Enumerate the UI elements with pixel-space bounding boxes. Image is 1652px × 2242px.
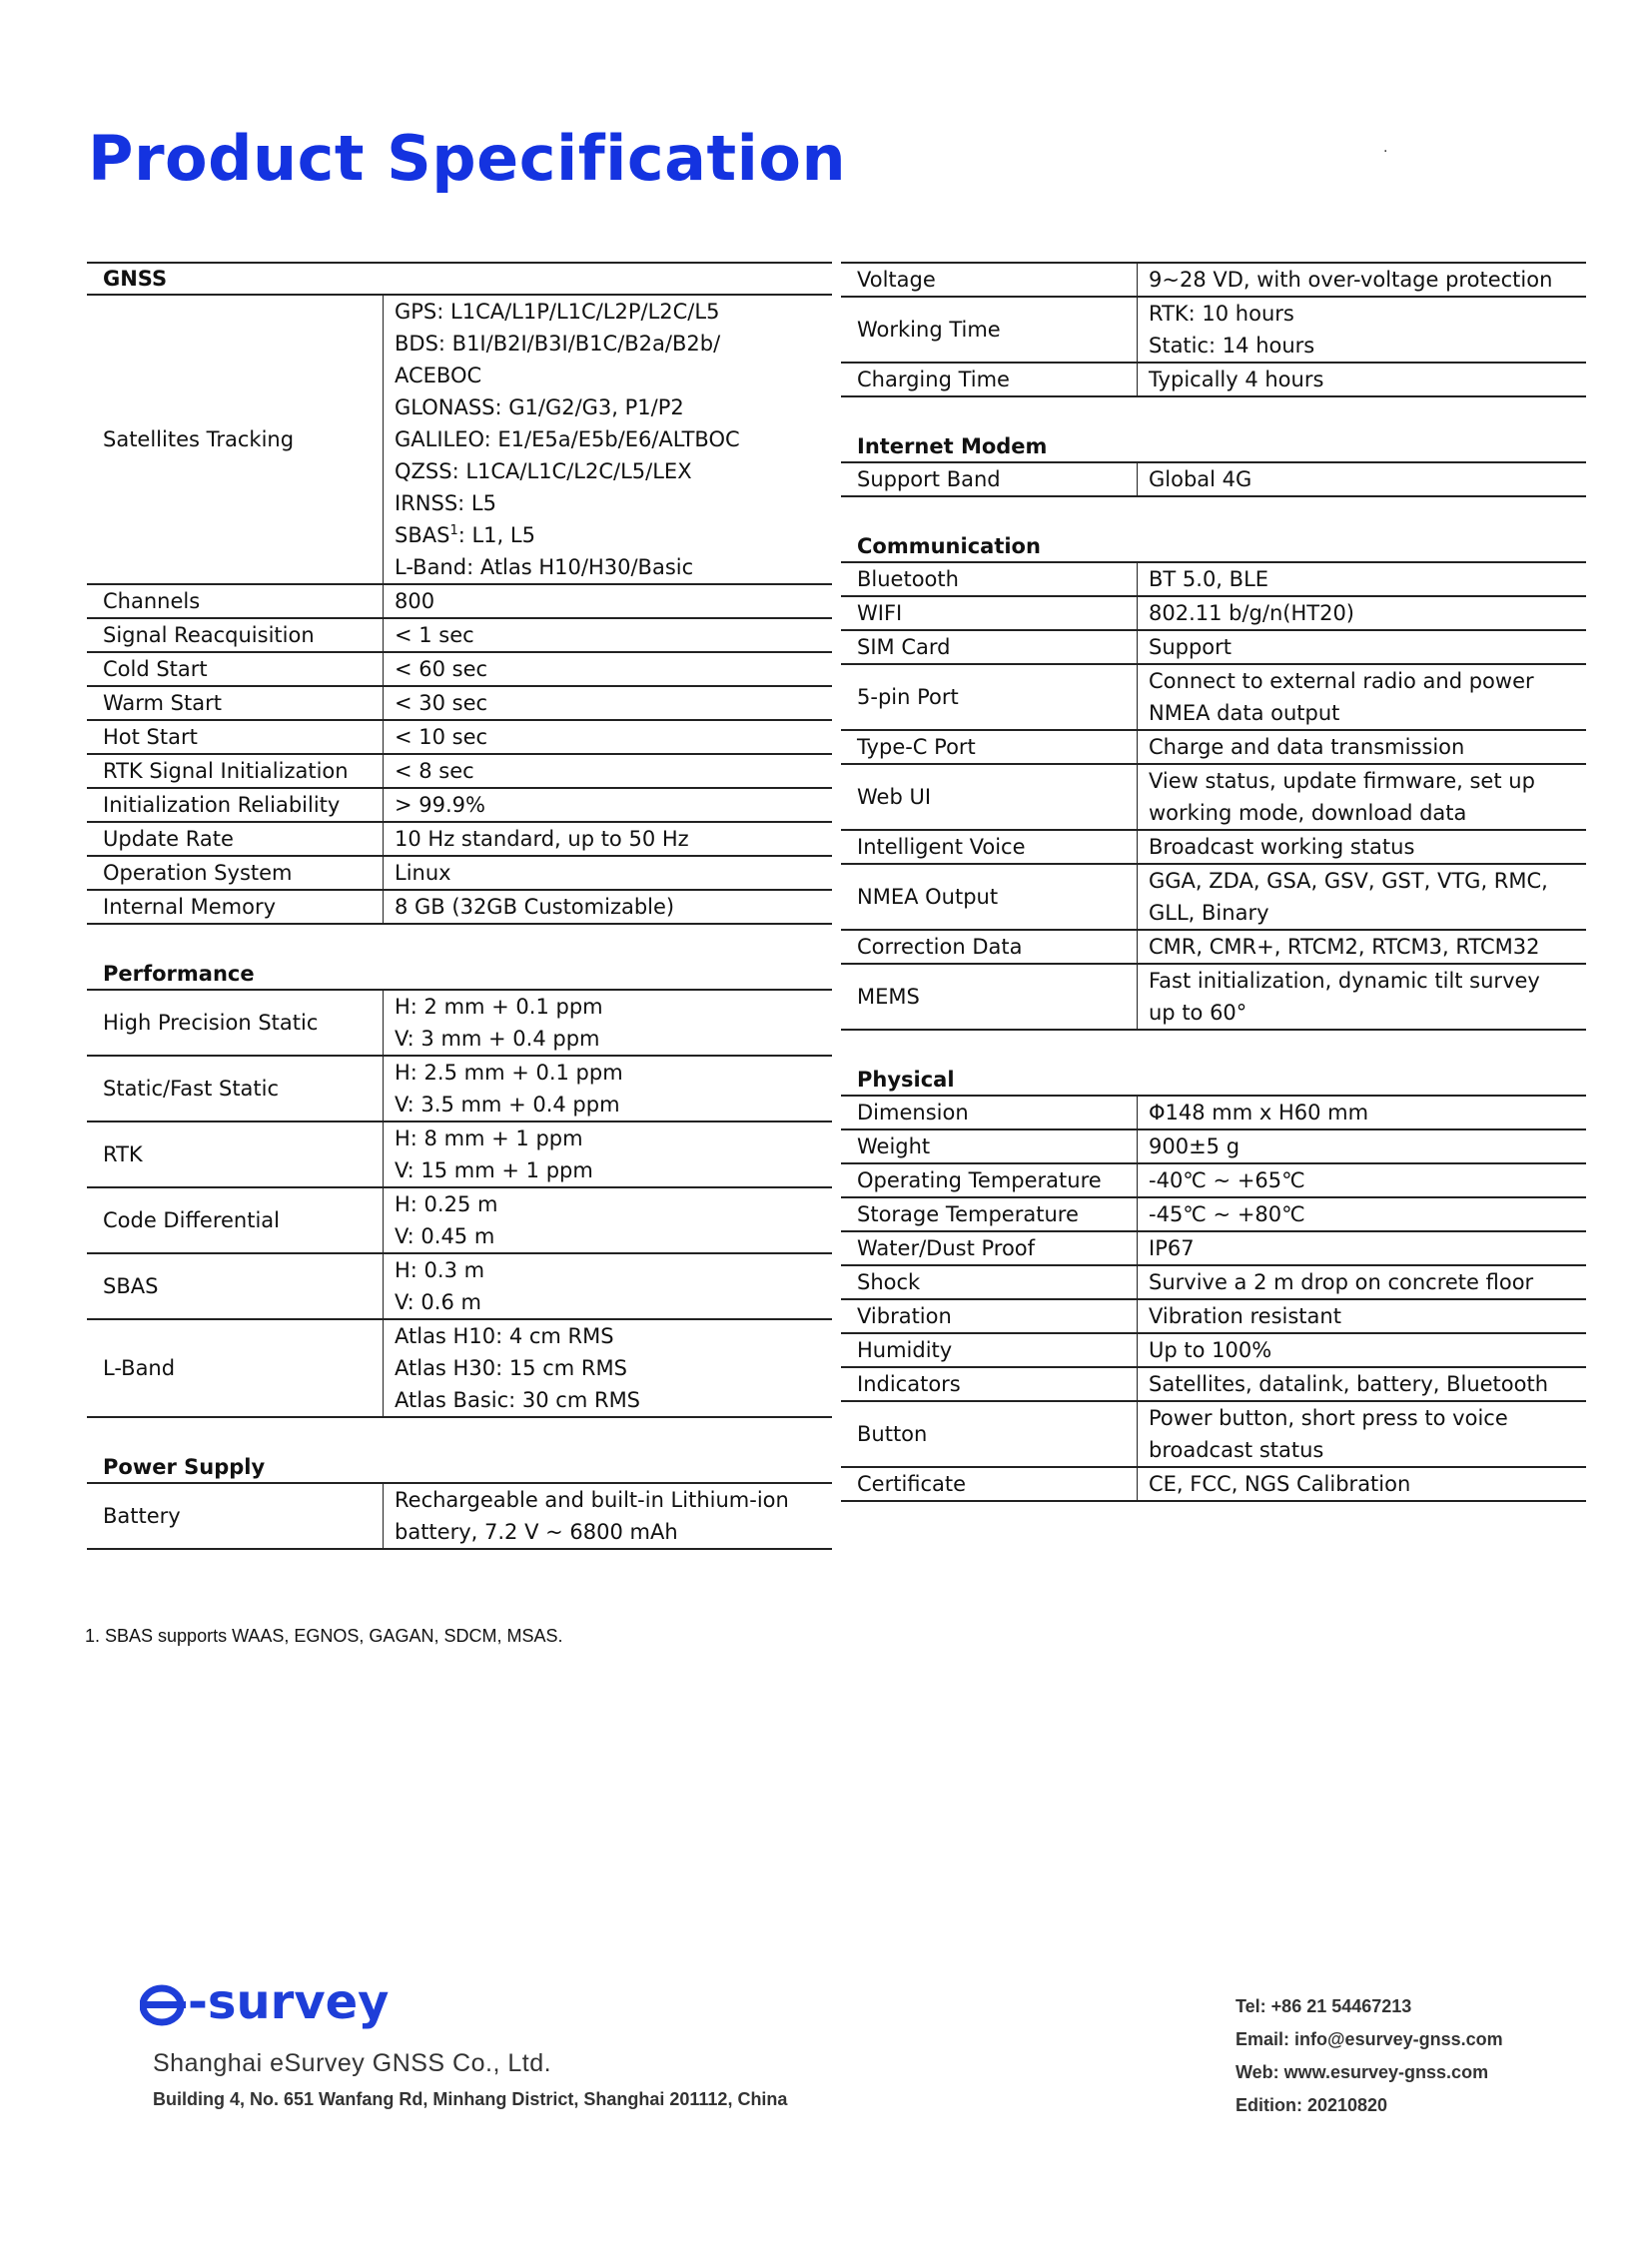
spec-label: Weight [841, 1130, 1138, 1162]
spec-value-line: Support [1149, 635, 1233, 659]
spec-value-line: Rechargeable and built-in Lithium-ion [395, 1488, 789, 1512]
spec-value [1138, 831, 1586, 863]
contact-email: Email: info@esurvey-gnss.com [1236, 2029, 1503, 2049]
section-heading-gnss: GNSS [87, 262, 832, 296]
spec-row [841, 1300, 1586, 1334]
spec-value-line: H: 8 mm + 1 ppm [395, 1126, 583, 1150]
spec-value-line: Connect to external radio and power [1149, 669, 1534, 693]
spec-label: Vibration [841, 1300, 1138, 1332]
spec-value [1138, 298, 1586, 362]
spec-value: 800 [395, 589, 435, 613]
spec-value [384, 1254, 832, 1318]
spec-value-line: Satellites, datalink, battery, Bluetooth [1149, 1372, 1549, 1396]
spec-row [87, 991, 832, 1057]
spec-value [1138, 264, 1586, 296]
spec-value-line: V: 3.5 mm + 0.4 ppm [395, 1093, 620, 1117]
spec-value-line: -40℃ ~ +65℃ [1149, 1168, 1305, 1192]
spec-value [1138, 1097, 1586, 1128]
spec-value-line: 9~28 VD, with over-voltage protection [1149, 268, 1553, 292]
stray-dot: . [1383, 140, 1388, 156]
spec-label: RTK [87, 1122, 384, 1186]
spec-label: Bluetooth [841, 563, 1138, 595]
spec-label: Charging Time [841, 364, 1138, 395]
power-supply-rows [87, 1484, 832, 1550]
spec-label: Operating Temperature [841, 1164, 1138, 1196]
spec-value-line: 900±5 g [1149, 1134, 1240, 1158]
spec-label: Satellites Tracking [87, 296, 384, 583]
spec-value-line: BT 5.0, BLE [1149, 567, 1269, 591]
spec-value: < 60 sec [395, 657, 488, 681]
spec-label: Static/Fast Static [87, 1057, 384, 1121]
right-spec-column [841, 262, 1586, 1502]
spec-row [841, 1334, 1586, 1368]
spec-value-line: Survive a 2 m drop on concrete floor [1149, 1270, 1534, 1294]
spec-row [841, 765, 1586, 831]
spec-row [841, 1402, 1586, 1468]
spec-value [1138, 665, 1586, 729]
spec-row [87, 1057, 832, 1122]
spec-label: High Precision Static [87, 991, 384, 1055]
spec-row [87, 721, 832, 755]
spec-value [384, 1122, 832, 1186]
spec-value [1138, 463, 1586, 495]
spec-row [841, 865, 1586, 931]
spec-row [87, 619, 832, 653]
spec-row [841, 731, 1586, 765]
spec-value-line: Static: 14 hours [1149, 334, 1315, 358]
spec-row [87, 653, 832, 687]
spec-label: Initialization Reliability [87, 789, 384, 821]
spec-row [87, 1254, 832, 1320]
spec-value: < 30 sec [395, 691, 488, 715]
sbas-suffix: : L1, L5 [457, 523, 535, 547]
spec-row [841, 665, 1586, 731]
spec-row [841, 364, 1586, 397]
spec-value-line: NMEA data output [1149, 701, 1340, 725]
spec-value-line: working mode, download data [1149, 801, 1467, 825]
company-name: Shanghai eSurvey GNSS Co., Ltd. [153, 2049, 552, 2077]
contact-tel: Tel: +86 21 54467213 [1236, 1996, 1412, 2016]
spec-label: L-Band [87, 1320, 384, 1416]
spec-value-line: Charge and data transmission [1149, 735, 1465, 759]
spec-label: NMEA Output [841, 865, 1138, 929]
spec-label: Correction Data [841, 931, 1138, 963]
spec-value-line: Global 4G [1149, 467, 1252, 491]
spec-label: Support Band [841, 463, 1138, 495]
left-spec-column [87, 262, 832, 1550]
spec-label: Working Time [841, 298, 1138, 362]
spec-label: Update Rate [87, 823, 384, 855]
spec-value: < 1 sec [395, 623, 474, 647]
spec-value [1138, 1300, 1586, 1332]
spec-value [1138, 563, 1586, 595]
logo-wordmark: -survey [188, 1974, 390, 2030]
spec-value [384, 1484, 832, 1548]
spec-label: Voltage [841, 264, 1138, 296]
section-heading-internet-modem: Internet Modem [841, 431, 1586, 463]
physical-rows [841, 1097, 1586, 1502]
modem-rows [841, 463, 1586, 497]
spec-label: Shock [841, 1266, 1138, 1298]
spec-value [1138, 631, 1586, 663]
spec-value: 8 GB (32GB Customizable) [395, 895, 675, 919]
spec-row [841, 1232, 1586, 1266]
spec-value [1138, 1266, 1586, 1298]
contact-block [1236, 1990, 1503, 2122]
spec-value [1138, 1164, 1586, 1196]
company-address: Building 4, No. 651 Wanfang Rd, Minhang District, Shanghai 201112, China [153, 2089, 788, 2109]
spec-row [841, 1097, 1586, 1130]
section-heading-physical: Physical [841, 1065, 1586, 1097]
spec-value [1138, 865, 1586, 929]
spec-label: Humidity [841, 1334, 1138, 1366]
spec-row [87, 857, 832, 891]
spec-value-line: CE, FCC, NGS Calibration [1149, 1472, 1411, 1496]
spec-row [841, 264, 1586, 298]
spec-value-line: View status, update firmware, set up [1149, 769, 1535, 793]
spec-value [1138, 1468, 1586, 1500]
spec-value [1138, 597, 1586, 629]
sbas-prefix: SBAS [395, 523, 450, 547]
spec-label: Dimension [841, 1097, 1138, 1128]
spec-label: RTK Signal Initialization [87, 755, 384, 787]
spec-value-line: up to 60° [1149, 1001, 1247, 1025]
spec-value-line: L-Band: Atlas H10/H30/Basic [395, 555, 694, 579]
spec-row [87, 1188, 832, 1254]
section-heading-power-supply: Power Supply [87, 1452, 832, 1484]
spec-value-line: GALILEO: E1/E5a/E5b/E6/ALTBOC [395, 427, 740, 451]
spec-value [1138, 364, 1586, 395]
spec-value-line: battery, 7.2 V ~ 6800 mAh [395, 1520, 678, 1544]
spec-row [841, 597, 1586, 631]
spec-value-line: Vibration resistant [1149, 1304, 1341, 1328]
spec-value-line: ACEBOC [395, 364, 482, 387]
spec-row [87, 789, 832, 823]
spec-value [1138, 965, 1586, 1029]
communication-rows [841, 563, 1586, 1031]
spec-row-satellites-tracking [87, 296, 832, 585]
spec-value: < 8 sec [395, 759, 474, 783]
spec-label: Cold Start [87, 653, 384, 685]
spec-row [841, 1198, 1586, 1232]
spec-label: Storage Temperature [841, 1198, 1138, 1230]
spec-row [87, 823, 832, 857]
spec-row [841, 965, 1586, 1031]
spec-row [87, 1122, 832, 1188]
spec-row [841, 563, 1586, 597]
spec-value-line: Fast initialization, dynamic tilt survey [1149, 969, 1540, 993]
contact-web: Web: www.esurvey-gnss.com [1236, 2062, 1489, 2082]
spec-value-line: H: 2.5 mm + 0.1 ppm [395, 1061, 623, 1085]
spec-row [841, 463, 1586, 497]
spec-value [1138, 1334, 1586, 1366]
spec-value-line: V: 15 mm + 1 ppm [395, 1158, 593, 1182]
spec-row [87, 891, 832, 925]
spec-value-line: Atlas H10: 4 cm RMS [395, 1324, 614, 1348]
spec-label: Button [841, 1402, 1138, 1466]
spec-value-line: Atlas Basic: 30 cm RMS [395, 1388, 641, 1412]
spec-label: Indicators [841, 1368, 1138, 1400]
spec-label: SIM Card [841, 631, 1138, 663]
spec-row [87, 687, 832, 721]
spec-value-line: GPS: L1CA/L1P/L1C/L2P/L2C/L5 [395, 300, 720, 324]
spec-label: Channels [87, 585, 384, 617]
spec-value-line: GLL, Binary [1149, 901, 1269, 925]
spec-value-line: -45℃ ~ +80℃ [1149, 1202, 1305, 1226]
spec-label: Battery [87, 1484, 384, 1548]
spec-label: WIFI [841, 597, 1138, 629]
spec-label: Warm Start [87, 687, 384, 719]
spec-row [841, 931, 1586, 965]
spec-row [841, 1468, 1586, 1502]
spec-value [1138, 931, 1586, 963]
section-heading-communication: Communication [841, 531, 1586, 563]
spec-value [1138, 731, 1586, 763]
spec-row [87, 1320, 832, 1418]
spec-value-line: H: 0.3 m [395, 1258, 485, 1282]
spec-value: < 10 sec [395, 725, 488, 749]
footnote: 1. SBAS supports WAAS, EGNOS, GAGAN, SDCM, MSAS. [85, 1626, 563, 1646]
spec-value-line: QZSS: L1CA/L1C/L2C/L5/LEX [395, 459, 692, 483]
spec-value-line: CMR, CMR+, RTCM2, RTCM3, RTCM32 [1149, 935, 1540, 959]
section-heading-performance: Performance [87, 959, 832, 991]
spec-label: MEMS [841, 965, 1138, 1029]
spec-value-line: V: 3 mm + 0.4 ppm [395, 1027, 600, 1051]
spec-value-line: Φ148 mm x H60 mm [1149, 1101, 1369, 1124]
spec-value-line: Up to 100% [1149, 1338, 1272, 1362]
spec-value [1138, 1402, 1586, 1466]
spec-value-line: 802.11 b/g/n(HT20) [1149, 601, 1355, 625]
spec-value-line-sbas [395, 519, 832, 551]
spec-value-line: broadcast status [1149, 1438, 1324, 1462]
spec-value [384, 991, 832, 1055]
spec-row [841, 1266, 1586, 1300]
spec-value [384, 1188, 832, 1252]
spec-value [1138, 765, 1586, 829]
spec-value [1138, 1198, 1586, 1230]
spec-label: Operation System [87, 857, 384, 889]
spec-row [841, 831, 1586, 865]
spec-label: Internal Memory [87, 891, 384, 923]
page-title: Product Specification [88, 122, 847, 195]
spec-label: Intelligent Voice [841, 831, 1138, 863]
spec-value-line: BDS: B1I/B2I/B3I/B1C/B2a/B2b/ [395, 332, 721, 356]
performance-rows [87, 991, 832, 1418]
spec-label: Type-C Port [841, 731, 1138, 763]
spec-label: SBAS [87, 1254, 384, 1318]
spec-value: > 99.9% [395, 793, 485, 817]
spec-value-line: H: 2 mm + 0.1 ppm [395, 995, 603, 1019]
spec-label: Web UI [841, 765, 1138, 829]
spec-row [841, 1164, 1586, 1198]
spec-value-line: Typically 4 hours [1149, 368, 1324, 391]
spec-row [87, 585, 832, 619]
spec-value: Linux [395, 861, 451, 885]
spec-value: 10 Hz standard, up to 50 Hz [395, 827, 689, 851]
spec-value-line: Power button, short press to voice [1149, 1406, 1508, 1430]
spec-value-line: H: 0.25 m [395, 1192, 498, 1216]
spec-value-line: IRNSS: L5 [395, 491, 496, 515]
spec-label: Certificate [841, 1468, 1138, 1500]
spec-value-line: V: 0.45 m [395, 1224, 495, 1248]
spec-value-line: Atlas H30: 15 cm RMS [395, 1356, 627, 1380]
spec-row [87, 1484, 832, 1550]
spec-row [841, 1130, 1586, 1164]
spec-value-line: GLONASS: G1/G2/G3, P1/P2 [395, 395, 684, 419]
spec-value-line: GGA, ZDA, GSA, GSV, GST, VTG, RMC, [1149, 869, 1548, 893]
spec-value [1138, 1232, 1586, 1264]
spec-value-line: RTK: 10 hours [1149, 302, 1294, 326]
spec-value [1138, 1130, 1586, 1162]
spec-label: Signal Reacquisition [87, 619, 384, 651]
footnote-marker: 1 [449, 523, 458, 538]
spec-value [384, 1320, 832, 1416]
spec-row [87, 755, 832, 789]
spec-value [384, 1057, 832, 1121]
power-continued-rows [841, 262, 1586, 397]
spec-label: Water/Dust Proof [841, 1232, 1138, 1264]
gnss-simple-rows [87, 585, 832, 925]
spec-value-line: IP67 [1149, 1236, 1195, 1260]
spec-value-line: V: 0.6 m [395, 1290, 481, 1314]
spec-value [384, 296, 832, 583]
spec-label: 5-pin Port [841, 665, 1138, 729]
spec-row [841, 1368, 1586, 1402]
spec-row [841, 631, 1586, 665]
spec-label: Code Differential [87, 1188, 384, 1252]
spec-value [1138, 1368, 1586, 1400]
edition: Edition: 20210820 [1236, 2095, 1388, 2115]
spec-value-line: Broadcast working status [1149, 835, 1415, 859]
spec-row [841, 298, 1586, 364]
spec-label: Hot Start [87, 721, 384, 753]
